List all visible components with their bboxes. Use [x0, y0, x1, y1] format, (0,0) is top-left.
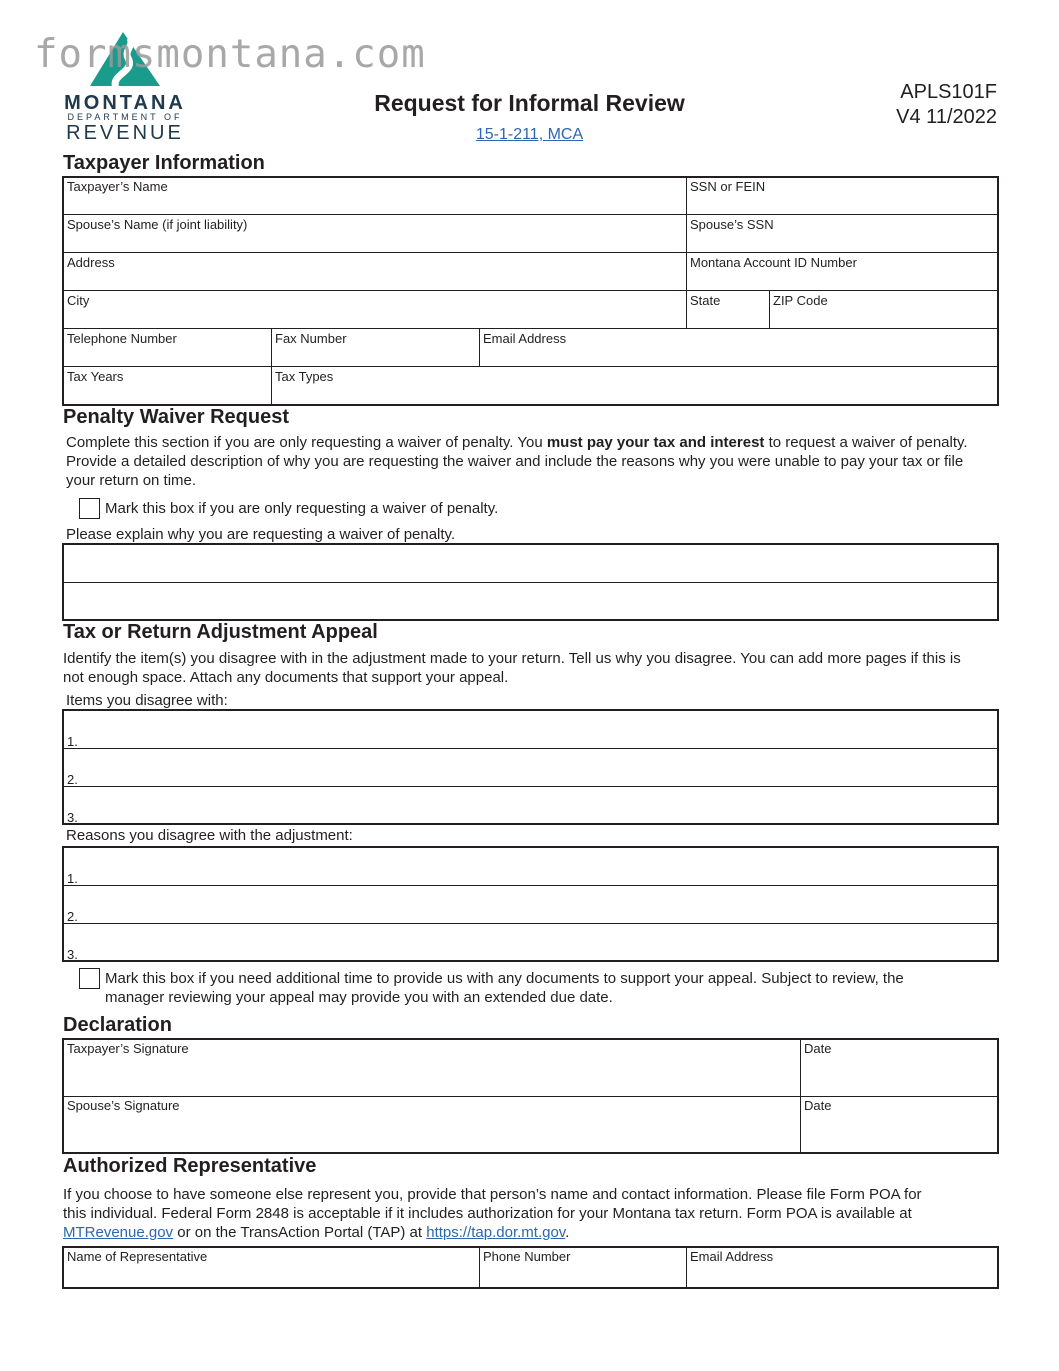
statute-link[interactable]: 15-1-211, MCA	[475, 126, 584, 143]
penalty-explain-box[interactable]	[62, 543, 999, 621]
penalty-intro-line3: your return on time.	[66, 472, 197, 489]
items-label: Items you disagree with:	[66, 692, 228, 709]
logo-line-department: DEPARTMENT OF	[67, 112, 183, 122]
reason-row-3[interactable]: 3.	[67, 947, 78, 962]
spouse-name-field[interactable]: Spouse’s Name (if joint liability)	[67, 217, 248, 232]
logo-line-montana: MONTANA	[64, 92, 186, 114]
address-field[interactable]: Address	[67, 255, 115, 270]
penalty-only-checkbox-label: Mark this box if you are only requesting a waiver of penalty.	[105, 500, 499, 517]
appeal-heading: Tax or Return Adjustment Appeal	[63, 621, 378, 643]
declaration-heading: Declaration	[63, 1014, 172, 1036]
tap-portal-link[interactable]: https://tap.dor.mt.gov	[426, 1224, 566, 1241]
reasons-table	[62, 846, 999, 962]
ssn-fein-field[interactable]: SSN or FEIN	[690, 179, 766, 194]
additional-time-label-line2: manager reviewing your appeal may provide you with an extended due date.	[105, 989, 613, 1006]
tax-years-field[interactable]: Tax Years	[67, 369, 124, 384]
state-field[interactable]: State	[690, 293, 721, 308]
representative-heading: Authorized Representative	[63, 1155, 317, 1177]
taxpayer-info-heading: Taxpayer Information	[63, 152, 265, 174]
form-id-block	[896, 80, 997, 130]
items-table	[62, 709, 999, 825]
form-version: V4 11/2022	[896, 106, 997, 128]
item-row-2[interactable]: 2.	[67, 772, 78, 787]
taxpayer-signature-field[interactable]: Taxpayer’s Signature	[67, 1041, 189, 1056]
city-field[interactable]: City	[67, 293, 90, 308]
zip-field[interactable]: ZIP Code	[773, 293, 828, 308]
item-row-3[interactable]: 3.	[67, 810, 78, 825]
mtrevenue-link[interactable]: MTRevenue.gov	[63, 1224, 174, 1241]
additional-time-checkbox[interactable]	[79, 968, 100, 989]
representative-phone-field[interactable]: Phone Number	[483, 1249, 571, 1264]
penalty-heading: Penalty Waiver Request	[63, 406, 290, 428]
taxpayer-date-field[interactable]: Date	[804, 1041, 832, 1056]
representative-text-line1: If you choose to have someone else represent you, provide that person’s name and contact information. Please file Form POA for	[63, 1186, 922, 1203]
spouse-signature-field[interactable]: Spouse’s Signature	[67, 1098, 180, 1113]
tax-types-field[interactable]: Tax Types	[275, 369, 334, 384]
fax-field[interactable]: Fax Number	[275, 331, 347, 346]
reasons-label: Reasons you disagree with the adjustment:	[66, 827, 353, 844]
penalty-intro-line2: Provide a detailed description of why you are requesting the waiver and include the reasons why you were unable to pay your tax or file	[66, 453, 964, 470]
declaration-table	[62, 1038, 999, 1154]
appeal-intro-line2: not enough space. Attach any documents that support your appeal.	[63, 669, 509, 686]
logo-line-revenue: REVENUE	[66, 122, 184, 144]
form-number: APLS101F	[900, 81, 997, 103]
watermark: formsmontana.com	[34, 32, 426, 77]
item-row-1[interactable]: 1.	[67, 734, 78, 749]
taxpayer-name-field[interactable]: Taxpayer’s Name	[67, 179, 168, 194]
representative-text-line2: this individual. Federal Form 2848 is acceptable if it includes authorization for your Montana tax return. Form POA is available at	[63, 1205, 912, 1222]
account-id-field[interactable]: Montana Account ID Number	[690, 255, 857, 270]
email-field[interactable]: Email Address	[483, 331, 567, 346]
form-title: Request for Informal Review	[374, 90, 685, 116]
additional-time-label-line1: Mark this box if you need additional time to provide us with any documents to support your appeal. Subject to review, the	[105, 970, 904, 987]
taxpayer-info-table	[62, 176, 999, 406]
penalty-intro-line1: Complete this section if you are only requesting a waiver of penalty. You must pay your tax and interest to request a waiver of penalty.	[66, 434, 968, 451]
reason-row-2[interactable]: 2.	[67, 909, 78, 924]
phone-field[interactable]: Telephone Number	[67, 331, 177, 346]
penalty-only-checkbox[interactable]	[79, 498, 100, 519]
reason-row-1[interactable]: 1.	[67, 871, 78, 886]
representative-table	[62, 1246, 999, 1289]
representative-text-line3: MTRevenue.gov or on the TransAction Portal (TAP) at https://tap.dor.mt.gov.	[63, 1224, 570, 1241]
spouse-date-field[interactable]: Date	[804, 1098, 832, 1113]
representative-name-field[interactable]: Name of Representative	[67, 1249, 208, 1264]
spouse-ssn-field[interactable]: Spouse’s SSN	[690, 217, 774, 232]
representative-email-field[interactable]: Email Address	[690, 1249, 774, 1264]
penalty-explain-label: Please explain why you are requesting a waiver of penalty.	[66, 526, 456, 543]
appeal-intro-line1: Identify the item(s) you disagree with in the adjustment made to your return. Tell us why you disagree. You can add more pages if this is	[63, 650, 961, 667]
